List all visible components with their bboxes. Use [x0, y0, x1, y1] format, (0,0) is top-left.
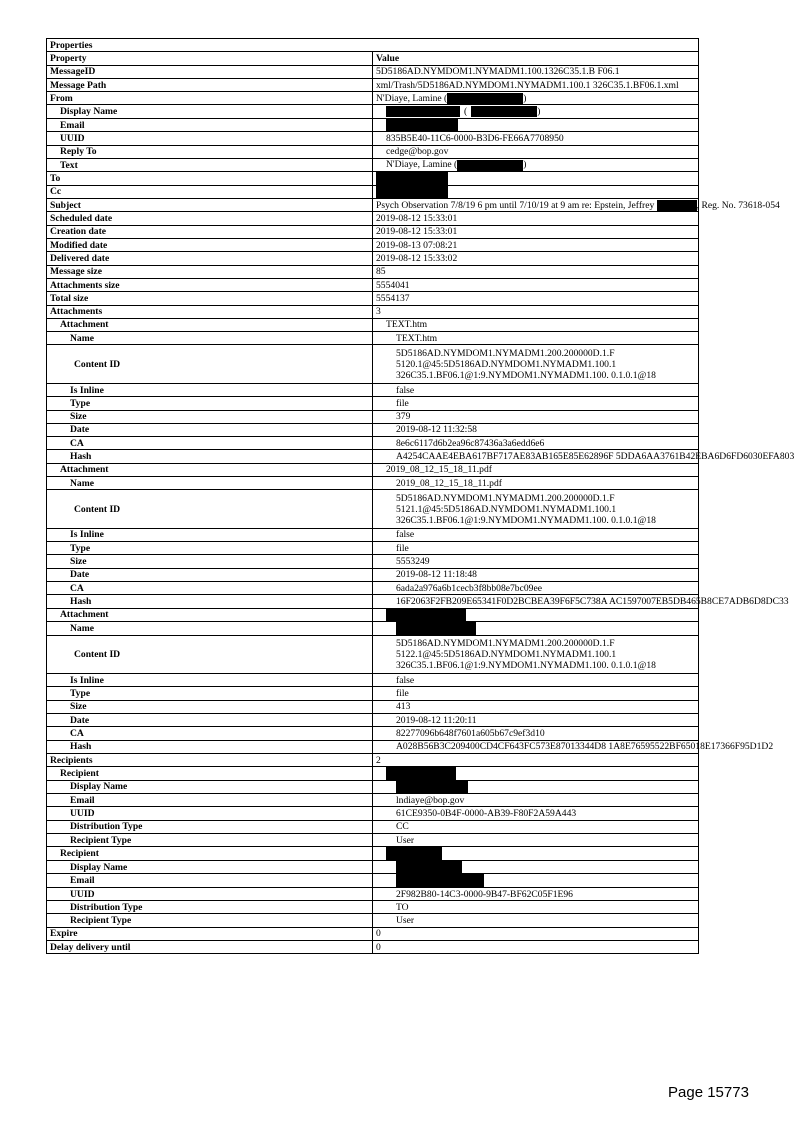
value-date: [373, 713, 699, 726]
property-text: Text: [47, 158, 373, 171]
value-text: TEXT.htm: [396, 332, 438, 344]
table-row: [47, 185, 699, 199]
redaction-block: [376, 172, 448, 185]
table-row: [47, 740, 699, 753]
table-row: [47, 450, 699, 463]
table-row: [47, 700, 699, 713]
value-recipient: [373, 847, 699, 861]
property-cc: Cc: [47, 185, 373, 199]
property-recipient: Recipient: [47, 847, 373, 861]
property-hash: Hash: [47, 740, 373, 753]
property-uuid: UUID: [47, 807, 373, 820]
property-type: Type: [47, 397, 373, 410]
table-row: [47, 145, 699, 158]
value-expire: [373, 927, 699, 940]
table-row: [47, 292, 699, 305]
content-id-line: 5120.1@45:5D5186AD.NYMDOM1.NYMADM1.100.1: [396, 358, 617, 370]
value-ca: [373, 727, 699, 740]
table-row: [47, 753, 699, 766]
value-distribution-type: [373, 820, 699, 833]
redaction-block: [396, 781, 468, 794]
value-date: [373, 423, 699, 436]
content-id-line: 5D5186AD.NYMDOM1.NYMADM1.200.200000D.1.F: [396, 492, 615, 504]
table-row: [47, 820, 699, 833]
property-subject: Subject: [47, 199, 373, 212]
value-content-id: [373, 490, 699, 529]
content-id-line: 326C35.1.BF06.1@1:9.NYMDOM1.NYMADM1.100. 0.1.0.1@18: [396, 369, 656, 381]
value-text: 2019-08-12 11:20:11: [396, 714, 477, 726]
value-distribution-type: [373, 901, 699, 914]
value-text: 2F982B80-14C3-0000-9B47-BF62C05F1E96: [396, 888, 573, 900]
value-text: 2: [376, 754, 381, 766]
value-size: [373, 410, 699, 423]
table-row: [47, 713, 699, 726]
value-creation-date: [373, 225, 699, 238]
property-recipient: Recipient: [47, 767, 373, 781]
table-row: [47, 345, 699, 384]
value-size: [373, 555, 699, 568]
property-hash: Hash: [47, 595, 373, 608]
value-text: 8e6c6117d6b2ea96c87436a3a6edd6e6: [396, 437, 545, 449]
property-to: To: [47, 172, 373, 186]
table-row: [47, 555, 699, 568]
value-text: 16F2063F2FB209E65341F0D2BCBEA39F6F5C738A AC1597007EB5DB465B8CE7ADB6D8DC33: [396, 595, 789, 607]
property-distribution-type: Distribution Type: [47, 901, 373, 914]
table-row: [47, 318, 699, 331]
property-recipient-type: Recipient Type: [47, 834, 373, 847]
value-scheduled-date: [373, 212, 699, 225]
value-text: 2019-08-12 15:33:01: [376, 226, 458, 238]
property-ca: CA: [47, 727, 373, 740]
redaction-block: [457, 160, 523, 171]
table-row: [47, 78, 699, 91]
value-text: 413: [396, 701, 411, 713]
table-row: [47, 595, 699, 608]
property-reply-to: Reply To: [47, 145, 373, 158]
value-text: 2019-08-12 11:32:58: [396, 424, 477, 436]
property-delay-delivery-until: Delay delivery until: [47, 941, 373, 954]
value-ca: [373, 582, 699, 595]
property-email: Email: [47, 118, 373, 132]
table-row: [47, 437, 699, 450]
property-scheduled-date: Scheduled date: [47, 212, 373, 225]
redaction-block: [471, 106, 537, 117]
redaction-block: [386, 119, 458, 132]
property-total-size: Total size: [47, 292, 373, 305]
redaction-block: [386, 106, 460, 117]
property-display-name: Display Name: [47, 780, 373, 794]
property-message-path: Message Path: [47, 78, 373, 91]
value-is-inline: [373, 528, 699, 541]
table-row: [47, 158, 699, 171]
value-text: 61CE9350-0B4F-0000-AB39-F80F2A59A443: [396, 808, 577, 820]
value-text: 3: [376, 306, 381, 318]
property-content-id: Content ID: [47, 490, 373, 529]
value-text: 5D5186AD.NYMDOM1.NYMADM1.100.1326C35.1.B F06.1: [376, 66, 620, 78]
table-row: [47, 278, 699, 291]
value-text: 2019-08-13 07:08:21: [376, 239, 458, 251]
table-row: [47, 780, 699, 794]
table-row: [47, 528, 699, 541]
table-row: [47, 635, 699, 674]
property-name: Name: [47, 622, 373, 636]
table-row: [47, 477, 699, 490]
table-title-row: [47, 39, 699, 52]
value-hash: [373, 740, 774, 753]
table-row: [47, 225, 699, 238]
redaction-block: [386, 847, 442, 860]
redaction-block: [376, 186, 448, 199]
value-delay-delivery-until: [373, 941, 699, 954]
table-row: [47, 332, 699, 345]
value-text: 2019_08_12_15_18_11.pdf: [386, 464, 492, 476]
table-row: [47, 118, 699, 132]
property-expire: Expire: [47, 927, 373, 940]
value-text-mid: (: [464, 105, 468, 117]
value-email: [373, 118, 699, 132]
value-message-size: [373, 265, 699, 278]
value-text: Psych Observation 7/8/19 6 pm until 7/10/19 at 9 am re: Epstein, Jeffrey: [376, 199, 657, 211]
property-name: Name: [47, 332, 373, 345]
table-row: [47, 410, 699, 423]
value-text: A4254CAAE4EBA617BF717AE83AB165E85E62896F 5DDA6AA3761B42EBA6D6FD6030EFA803: [396, 451, 794, 463]
property-attachments-size: Attachments size: [47, 278, 373, 291]
value-text: 379: [396, 411, 411, 423]
table-row: [47, 834, 699, 847]
value-to: [373, 172, 699, 186]
value-attachments-size: [373, 278, 699, 291]
property-attachment: Attachment: [47, 463, 373, 476]
properties-table-body: [47, 39, 794, 954]
value-name: [373, 622, 699, 636]
property-is-inline: Is Inline: [47, 383, 373, 396]
property-attachment: Attachment: [47, 318, 373, 331]
property-display-name: Display Name: [47, 105, 373, 118]
value-uuid: [373, 807, 699, 820]
value-display-name: [373, 105, 699, 118]
value-text: false: [396, 384, 415, 396]
value-text: TO: [396, 901, 409, 913]
table-row: [47, 887, 699, 900]
value-type: [373, 542, 699, 555]
table-row: [47, 622, 699, 636]
value-subject: [373, 199, 780, 212]
content-id-line: 5121.1@45:5D5186AD.NYMDOM1.NYMADM1.100.1: [396, 503, 617, 515]
value-from: [373, 92, 699, 105]
value-text: 5554041: [376, 279, 410, 291]
table-row: [47, 914, 699, 927]
property-type: Type: [47, 687, 373, 700]
value-type: [373, 687, 699, 700]
content-id-line: 5122.1@45:5D5186AD.NYMDOM1.NYMADM1.100.1: [396, 648, 617, 660]
property-attachment: Attachment: [47, 608, 373, 622]
value-text: 2019-08-12 15:33:02: [376, 253, 458, 264]
property-modified-date: Modified date: [47, 239, 373, 252]
value-suffix: ): [537, 105, 541, 117]
table-row: [47, 490, 699, 529]
value-text: file: [396, 397, 409, 409]
table-row: [47, 874, 699, 888]
property-email: Email: [47, 874, 373, 888]
table-row: [47, 212, 699, 225]
page-number: Page 15773: [668, 1084, 749, 1101]
value-text: CC: [396, 821, 409, 833]
value-text: [373, 158, 699, 171]
value-delivered-date: [373, 252, 699, 265]
value-display-name: [373, 780, 699, 794]
property-size: Size: [47, 700, 373, 713]
property-from: From: [47, 92, 373, 105]
table-row: [47, 927, 699, 940]
table-row: [47, 582, 699, 595]
table-row: [47, 397, 699, 410]
value-text: N'Diaye, Lamine (: [376, 92, 448, 104]
value-email: [373, 794, 699, 807]
table-row: [47, 199, 699, 212]
value-ca: [373, 437, 699, 450]
redaction-block: [396, 622, 476, 635]
value-reply-to: [373, 145, 699, 158]
property-date: Date: [47, 713, 373, 726]
property-message-size: Message size: [47, 265, 373, 278]
content-id-line: 326C35.1.BF06.1@1:9.NYMDOM1.NYMADM1.100. 0.1.0.1@18: [396, 659, 656, 671]
value-text: A028B56B3C209400CD4CF643FC573E87013344D8 1A8E76595522BF65018E17366F95D1D2: [396, 741, 774, 753]
value-hash: [373, 450, 794, 463]
redaction-block: [657, 200, 697, 211]
value-date: [373, 568, 699, 581]
property-creation-date: Creation date: [47, 225, 373, 238]
table-header-row: [47, 52, 699, 65]
property-name: Name: [47, 477, 373, 490]
property-is-inline: Is Inline: [47, 528, 373, 541]
value-text: file: [396, 688, 409, 700]
value-attachment: [373, 318, 699, 331]
table-row: [47, 172, 699, 186]
content-id-line: 5D5186AD.NYMDOM1.NYMADM1.200.200000D.1.F: [396, 637, 615, 649]
table-row: [47, 92, 699, 105]
table-row: [47, 463, 699, 476]
value-text: TEXT.htm: [386, 319, 428, 331]
properties-table: [46, 38, 794, 954]
table-row: [47, 727, 699, 740]
property-date: Date: [47, 423, 373, 436]
value-is-inline: [373, 674, 699, 687]
property-hash: Hash: [47, 450, 373, 463]
value-text: N'Diaye, Lamine (: [386, 159, 458, 171]
value-email: [373, 874, 699, 888]
value-text: 0: [376, 941, 381, 953]
property-distribution-type: Distribution Type: [47, 820, 373, 833]
value-messageid: [373, 65, 699, 78]
value-text: 2019-08-12 15:33:01: [376, 213, 458, 225]
value-attachment: [373, 608, 699, 622]
property-date: Date: [47, 568, 373, 581]
value-total-size: [373, 292, 699, 305]
value-text: User: [396, 834, 415, 846]
value-attachments: [373, 305, 699, 318]
value-text: 5554137: [376, 292, 410, 304]
table-row: [47, 423, 699, 436]
value-recipients: [373, 753, 699, 766]
value-modified-date: [373, 239, 699, 252]
value-text: 82277096b648f7601a605b67c9ef3d10: [396, 727, 545, 739]
property-content-id: Content ID: [47, 635, 373, 674]
property-size: Size: [47, 555, 373, 568]
table-row: [47, 252, 699, 265]
property-display-name: Display Name: [47, 860, 373, 874]
property-recipient-type: Recipient Type: [47, 914, 373, 927]
value-content-id: [373, 635, 699, 674]
table-row: [47, 65, 699, 78]
table-row: [47, 767, 699, 781]
redaction-block: [386, 609, 466, 622]
property-ca: CA: [47, 582, 373, 595]
table-row: [47, 265, 699, 278]
table-row: [47, 105, 699, 118]
table-row: [47, 568, 699, 581]
property-delivered-date: Delivered date: [47, 252, 373, 265]
value-message-path: [373, 78, 699, 91]
value-uuid: [373, 887, 699, 900]
value-recipient-type: [373, 834, 699, 847]
table-row: [47, 807, 699, 820]
redaction-block: [386, 767, 456, 780]
property-messageid: MessageID: [47, 65, 373, 78]
value-text: false: [396, 674, 415, 686]
property-email: Email: [47, 794, 373, 807]
value-text: User: [396, 915, 415, 927]
value-text: file: [396, 542, 409, 554]
redaction-block: [396, 874, 484, 887]
header-value: Value: [373, 52, 699, 65]
value-text: lndiaye@bop.gov: [396, 794, 465, 806]
value-text: false: [396, 529, 415, 541]
value-suffix: , Reg. No. 73618-054: [696, 199, 780, 211]
table-row: [47, 383, 699, 396]
value-is-inline: [373, 383, 699, 396]
table-row: [47, 542, 699, 555]
property-uuid: UUID: [47, 887, 373, 900]
value-suffix: ): [523, 159, 527, 171]
value-attachment: [373, 463, 699, 476]
property-content-id: Content ID: [47, 345, 373, 384]
value-recipient-type: [373, 914, 699, 927]
property-type: Type: [47, 542, 373, 555]
table-title: Properties: [47, 39, 699, 52]
value-name: [373, 477, 699, 490]
property-uuid: UUID: [47, 132, 373, 145]
value-cc: [373, 185, 699, 199]
content-id-line: 5D5186AD.NYMDOM1.NYMADM1.200.200000D.1.F: [396, 347, 615, 359]
value-uuid: [373, 132, 699, 145]
table-row: [47, 687, 699, 700]
value-recipient: [373, 767, 699, 781]
value-content-id: [373, 345, 699, 384]
table-row: [47, 305, 699, 318]
value-text: cedge@bop.gov: [386, 146, 449, 158]
value-text: 6ada2a976a6b1cecb3f8bb08e7bc09ee: [396, 582, 542, 594]
value-text: 2019-08-12 11:18:48: [396, 569, 477, 581]
table-row: [47, 847, 699, 861]
value-text: 85: [376, 266, 386, 278]
redaction-block: [396, 861, 462, 874]
table-row: [47, 239, 699, 252]
property-is-inline: Is Inline: [47, 674, 373, 687]
property-recipients: Recipients: [47, 753, 373, 766]
property-ca: CA: [47, 437, 373, 450]
table-row: [47, 608, 699, 622]
value-text: xml/Trash/5D5186AD.NYMDOM1.NYMADM1.100.1 326C35.1.BF06.1.xml: [376, 79, 679, 91]
value-type: [373, 397, 699, 410]
value-text: 2019_08_12_15_18_11.pdf: [396, 477, 502, 489]
value-name: [373, 332, 699, 345]
property-attachments: Attachments: [47, 305, 373, 318]
table-row: [47, 794, 699, 807]
value-text: 5553249: [396, 556, 430, 568]
table-row: [47, 901, 699, 914]
header-property: Property: [47, 52, 373, 65]
table-row: [47, 132, 699, 145]
value-text: 0: [376, 928, 381, 940]
table-row: [47, 941, 699, 954]
table-row: [47, 674, 699, 687]
value-text: 835B5E40-11C6-0000-B3D6-FE66A7708950: [386, 132, 564, 144]
table-row: [47, 860, 699, 874]
value-suffix: ): [523, 92, 527, 104]
value-display-name: [373, 860, 699, 874]
value-hash: [373, 595, 789, 608]
value-size: [373, 700, 699, 713]
content-id-line: 326C35.1.BF06.1@1:9.NYMDOM1.NYMADM1.100. 0.1.0.1@18: [396, 514, 656, 526]
redaction-block: [447, 93, 523, 104]
property-size: Size: [47, 410, 373, 423]
